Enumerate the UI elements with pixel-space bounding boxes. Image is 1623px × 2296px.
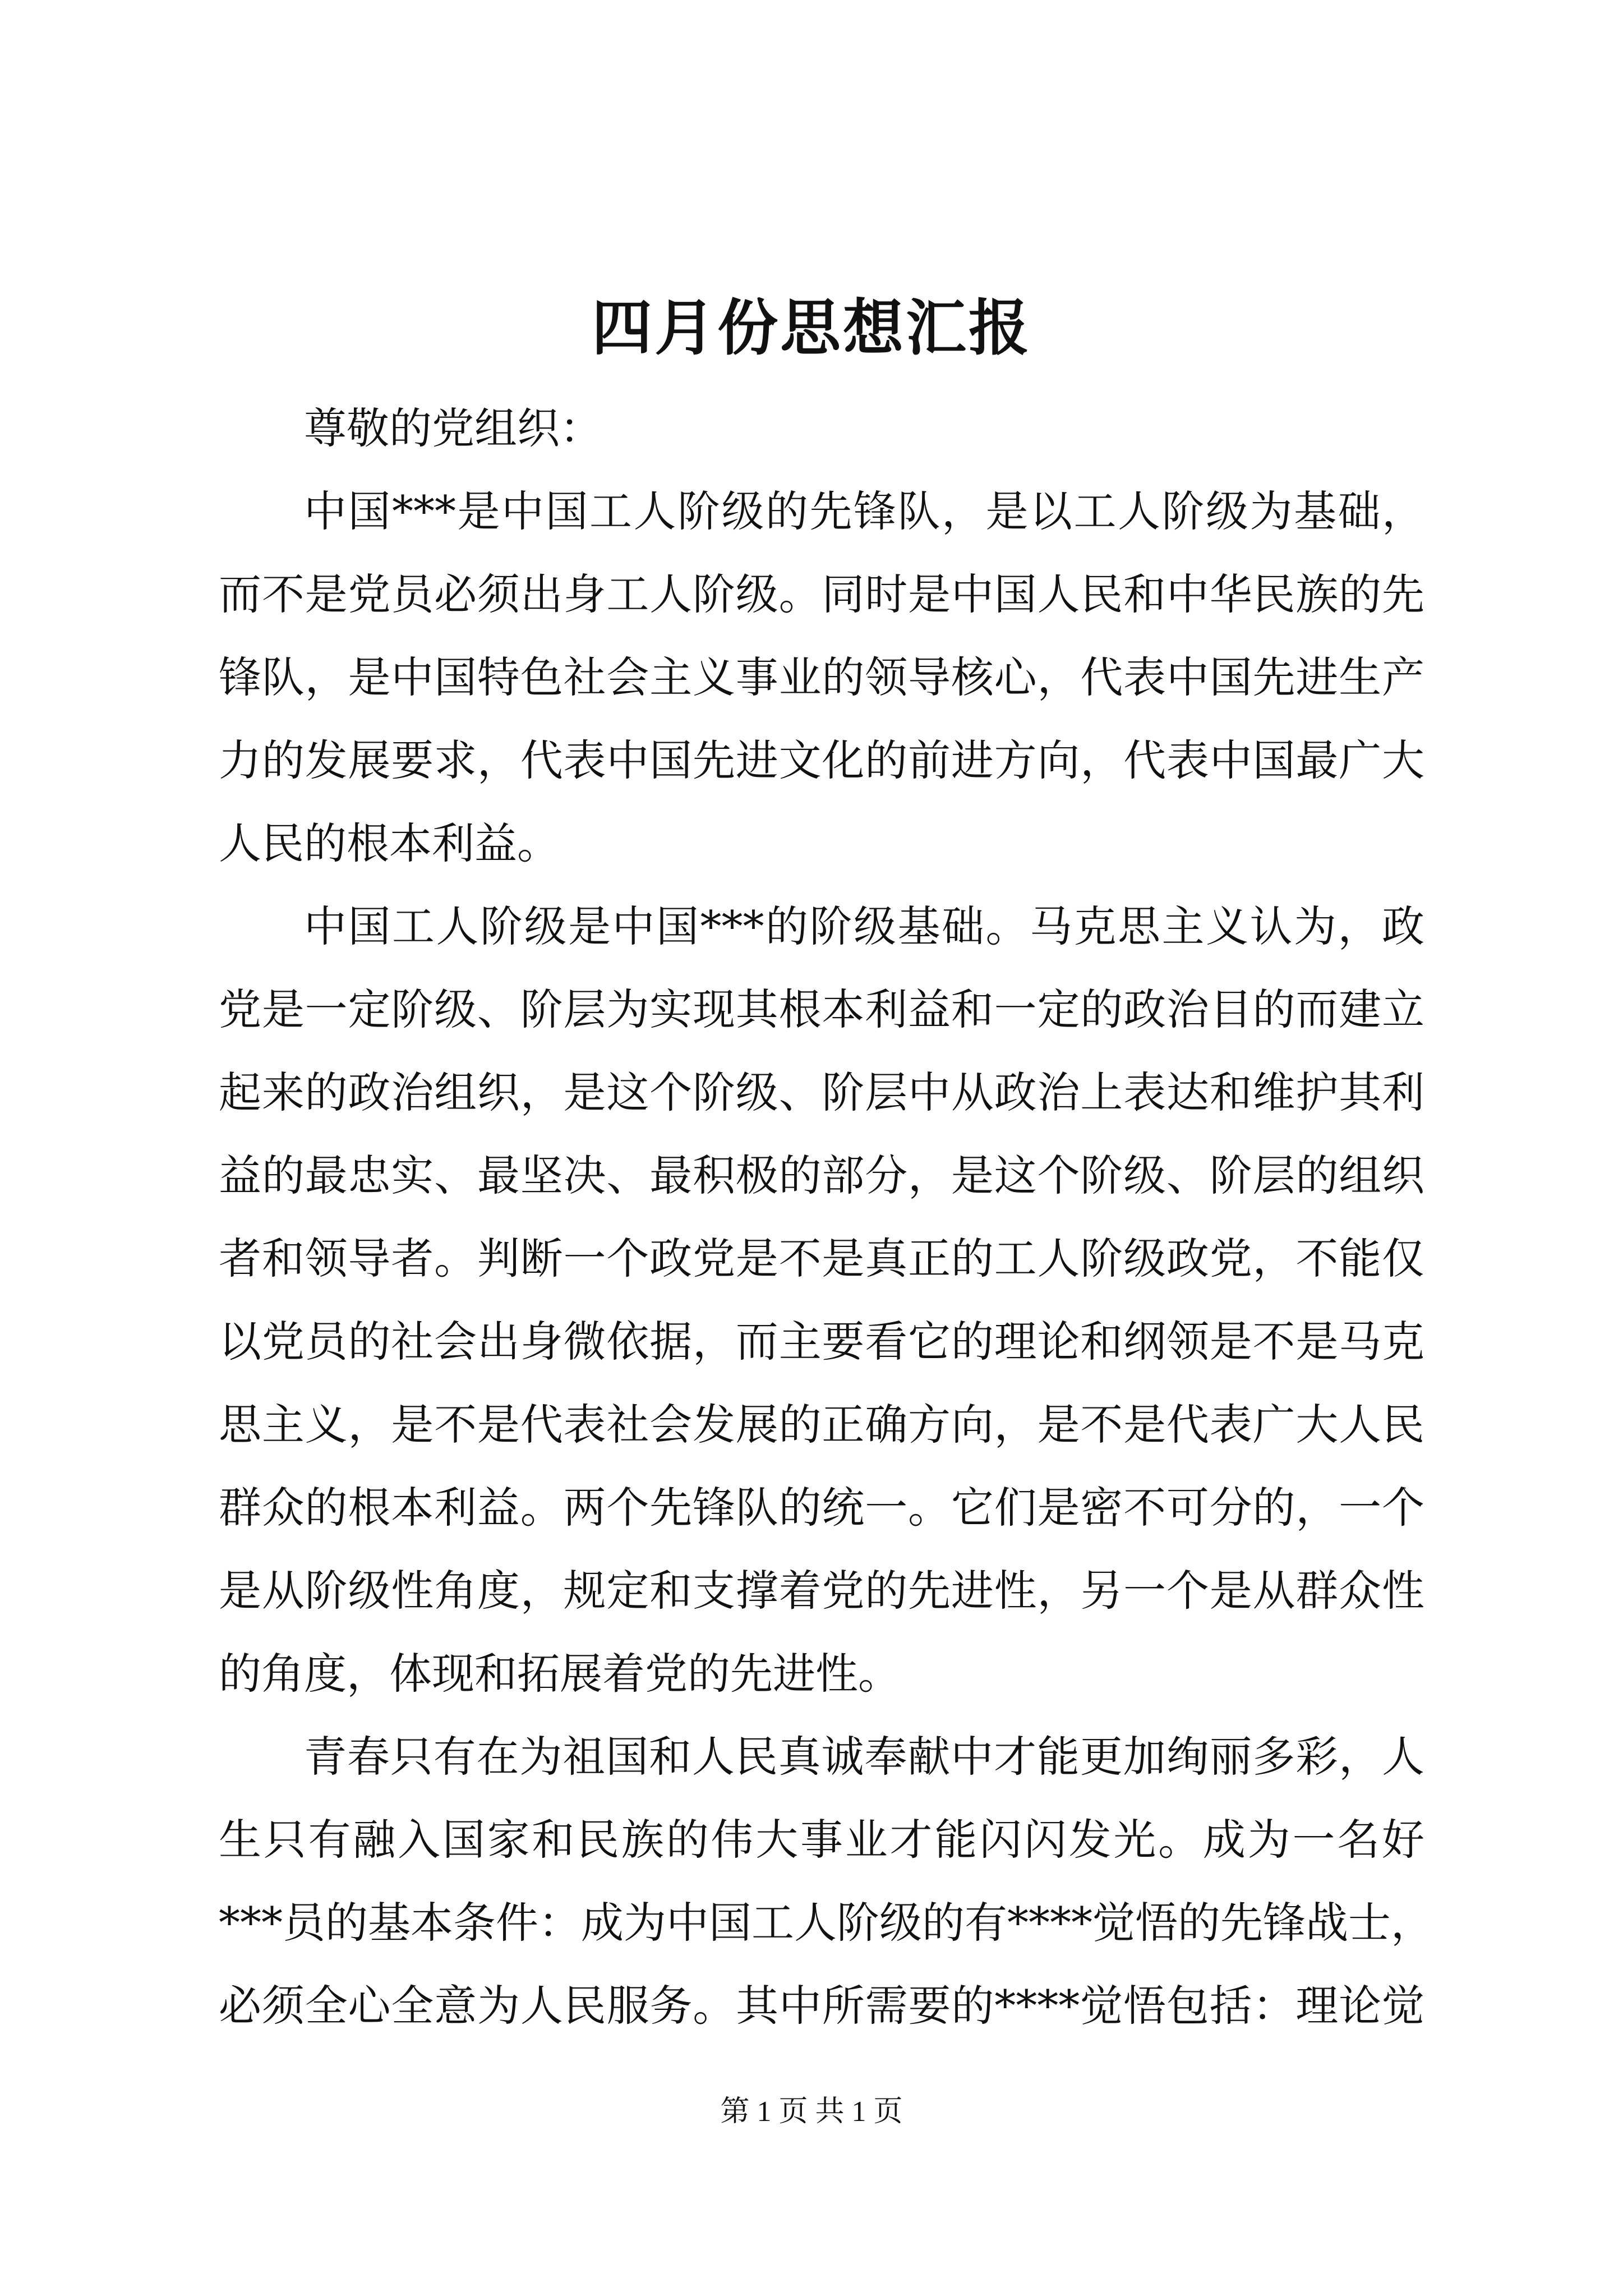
paragraph-line: 群众的根本利益。两个先锋队的统一。它们是密不可分的，一个 (219, 1483, 1424, 1533)
paragraph-line: 党是一定阶级、阶层为实现其根本利益和一定的政治目的而建立 (219, 984, 1424, 1034)
paragraph-2 (219, 885, 1424, 1715)
paragraph-line: 思主义，是不是代表社会发展的正确方向，是不是代表广大人民 (219, 1400, 1424, 1450)
salutation: 尊敬的党组织： (304, 403, 602, 453)
paragraph-line: 者和领导者。判断一个政党是不是真正的工人阶级政党，不能仅 (219, 1234, 1424, 1283)
paragraph-line: 人民的根本利益。 (219, 818, 560, 868)
paragraph-line: 中国工人阶级是中国***的阶级基础。马克思主义认为，政 (304, 901, 1424, 951)
paragraph-line: 起来的政治组织，是这个阶级、阶层中从政治上表达和维护其利 (219, 1068, 1424, 1117)
paragraph-line: 的角度，体现和拓展着党的先进性。 (219, 1649, 901, 1699)
paragraph-line: 青春只有在为祖国和人民真诚奉献中才能更加绚丽多彩，人 (304, 1732, 1424, 1782)
paragraph-line: 益的最忠实、最坚决、最积极的部分，是这个阶级、阶层的组织 (219, 1151, 1424, 1200)
document-body (219, 387, 1433, 2047)
paragraph-line: 生只有融入国家和民族的伟大事业才能闪闪发光。成为一名好 (219, 1815, 1424, 1865)
paragraph-line: 锋队，是中国特色社会主义事业的领导核心，代表中国先进生产 (219, 652, 1424, 702)
document-title: 四月份思想汇报 (591, 293, 1031, 364)
paragraph-line: 而不是党员必须出身工人阶级。同时是中国人民和中华民族的先 (219, 569, 1424, 619)
page-number-footer: 第 1 页 共 1 页 (720, 2096, 903, 2128)
paragraph-line: 以党员的社会出身微依据，而主要看它的理论和纲领是不是马克 (219, 1317, 1424, 1366)
paragraph-line: 力的发展要求，代表中国先进文化的前进方向，代表中国最广大 (219, 735, 1424, 785)
paragraph-line: 中国***是中国工人阶级的先锋队，是以工人阶级为基础， (304, 486, 1424, 536)
paragraph-line: 必须全心全意为人民服务。其中所需要的****觉悟包括：理论觉 (219, 1981, 1424, 2031)
paragraph-line: ***员的基本条件：成为中国工人阶级的有****觉悟的先锋战士， (219, 1898, 1433, 1948)
paragraph-1 (219, 470, 1424, 885)
paragraph-line: 是从阶级性角度，规定和支撑着党的先进性，另一个是从群众性 (219, 1566, 1424, 1616)
paragraph-3 (219, 1715, 1433, 2047)
